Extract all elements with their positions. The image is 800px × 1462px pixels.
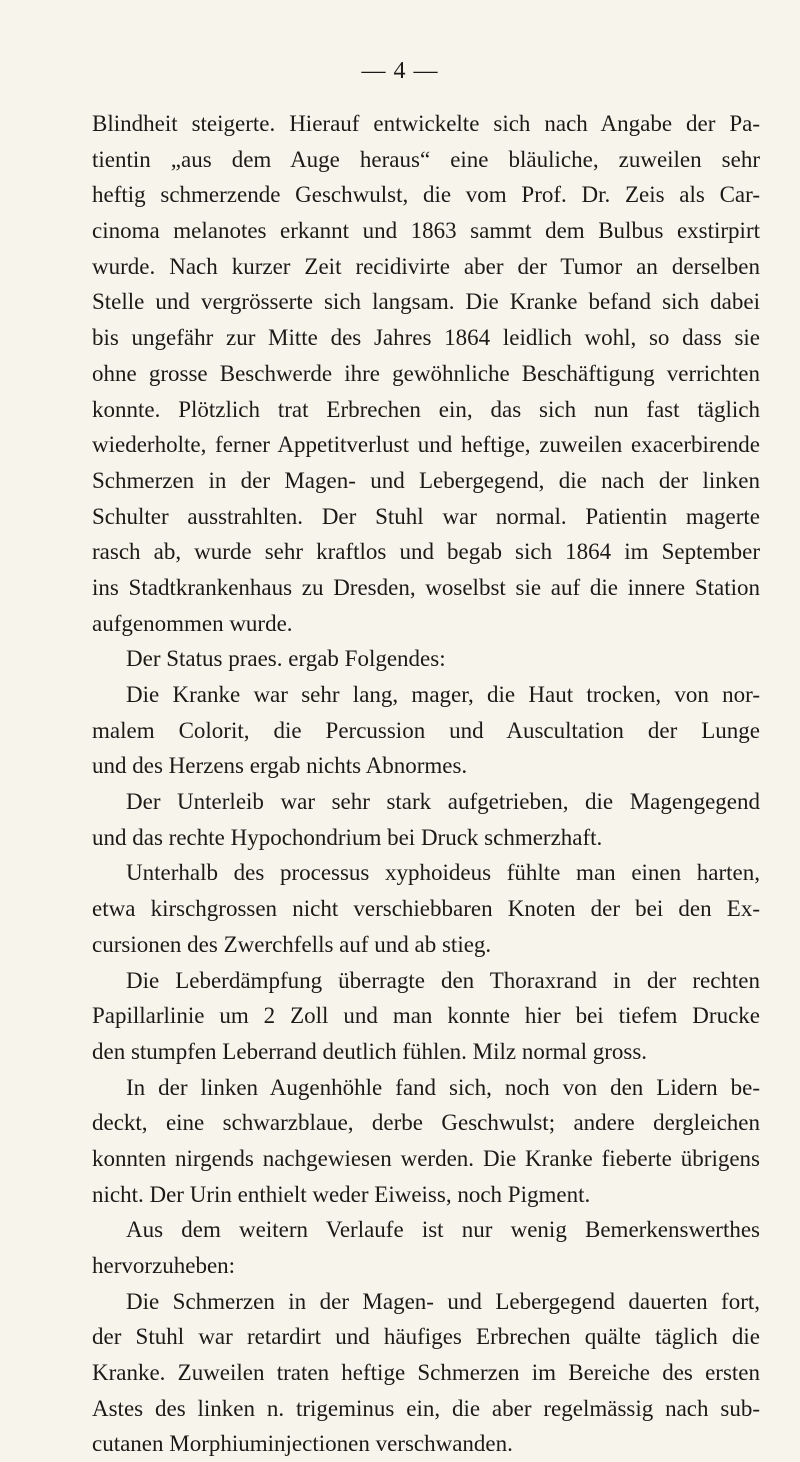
text-line: heftig schmerzende Geschwulst, die vom Prof. Dr. Zeis als Car- [92, 182, 760, 208]
text-line: konnten nirgends nachgewiesen werden. Die Kranke fieberte übrigens [92, 1145, 760, 1171]
text-line: ohne grosse Beschwerde ihre gewöhnliche Beschäftigung verrichten [92, 360, 760, 386]
text-line: malem Colorit, die Percussion und Auscultation der Lunge [92, 717, 760, 743]
text-line: Papillarlinie um 2 Zoll und man konnte hier bei tiefem Drucke [92, 1003, 760, 1029]
text-line: Stelle und vergrösserte sich langsam. Die Kranke befand sich dabei [92, 289, 760, 315]
text-line: cursionen des Zwerchfells auf und ab stieg. [92, 931, 492, 957]
text-line: hervorzuheben: [92, 1253, 236, 1278]
text-line: Die Kranke war sehr lang, mager, die Haut trocken, von nor- [126, 682, 760, 707]
text-line: und des Herzens ergab nichts Abnormes. [92, 753, 468, 779]
text-line: konnte. Plötzlich trat Erbrechen ein, das sich nun fast täglich [92, 396, 760, 422]
text-line: Die Schmerzen in der Magen- und Lebergegend dauerten fort, [126, 1288, 760, 1314]
page-number-header: — 4 — [361, 58, 439, 84]
text-line: Astes des linken n. trigeminus ein, die aber regelmässig nach sub- [92, 1395, 760, 1421]
text-line: Schmerzen in der Magen- und Lebergegend, die nach der linken [92, 467, 760, 493]
text-line: den stumpfen Leberrand deutlich fühlen. Milz normal gross. [92, 1038, 648, 1064]
text-line: rasch ab, wurde sehr kraftlos und begab sich 1864 im September [92, 539, 760, 565]
text-line: In der linken Augenhöhle fand sich, noch von den Lidern be- [126, 1074, 760, 1100]
text-line: wiederholte, ferner Appetitverlust und heftige, zuweilen exacerbirende [92, 432, 760, 458]
text-line: Der Unterleib war sehr stark aufgetrieben, die Magengegend [126, 789, 760, 815]
text-line: Kranke. Zuweilen traten heftige Schmerzen im Bereiche des ersten [92, 1360, 760, 1386]
text-line: bis ungefähr zur Mitte des Jahres 1864 leidlich wohl, so dass sie [92, 325, 760, 351]
text-line: cinoma melanotes erkannt und 1863 sammt dem Bulbus exstirpirt [92, 218, 760, 244]
text-line: wurde. Nach kurzer Zeit recidivirte aber der Tumor an derselben [92, 253, 760, 279]
text-line: nicht. Der Urin enthielt weder Eiweiss, noch Pigment. [92, 1181, 591, 1207]
text-line: cutanen Morphiuminjectionen verschwanden. [92, 1431, 513, 1457]
text-line: Der Status praes. ergab Folgendes: [126, 646, 446, 672]
text-line: etwa kirschgrossen nicht verschiebbaren Knoten der bei den Ex- [92, 896, 760, 922]
text-line: Blindheit steigerte. Hierauf entwickelte sich nach Angabe der Pa- [92, 111, 760, 136]
text-line: Schulter ausstrahlten. Der Stuhl war normal. Patientin magerte [92, 503, 760, 529]
text-line: und das rechte Hypochondrium bei Druck schmerzhaft. [92, 824, 603, 850]
body-text [92, 106, 760, 1462]
text-line: deckt, eine schwarzblaue, derbe Geschwulst; andere dergleichen [92, 1110, 760, 1136]
text-line: Aus dem weitern Verlaufe ist nur wenig Bemerkenswerthes [126, 1217, 760, 1243]
text-line: Unterhalb des processus xyphoideus fühlte man einen harten, [126, 860, 760, 886]
text-line: Die Leberdämpfung überragte den Thoraxrand in der rechten [126, 967, 760, 993]
text-line: ins Stadtkrankenhaus zu Dresden, woselbst sie auf die innere Station [92, 574, 760, 600]
text-line: der Stuhl war retardirt und häufiges Erbrechen quälte täglich die [92, 1324, 760, 1350]
text-line: aufgenommen wurde. [92, 610, 293, 636]
text-line: tientin „aus dem Auge heraus“ eine bläuliche, zuweilen sehr [92, 146, 760, 172]
